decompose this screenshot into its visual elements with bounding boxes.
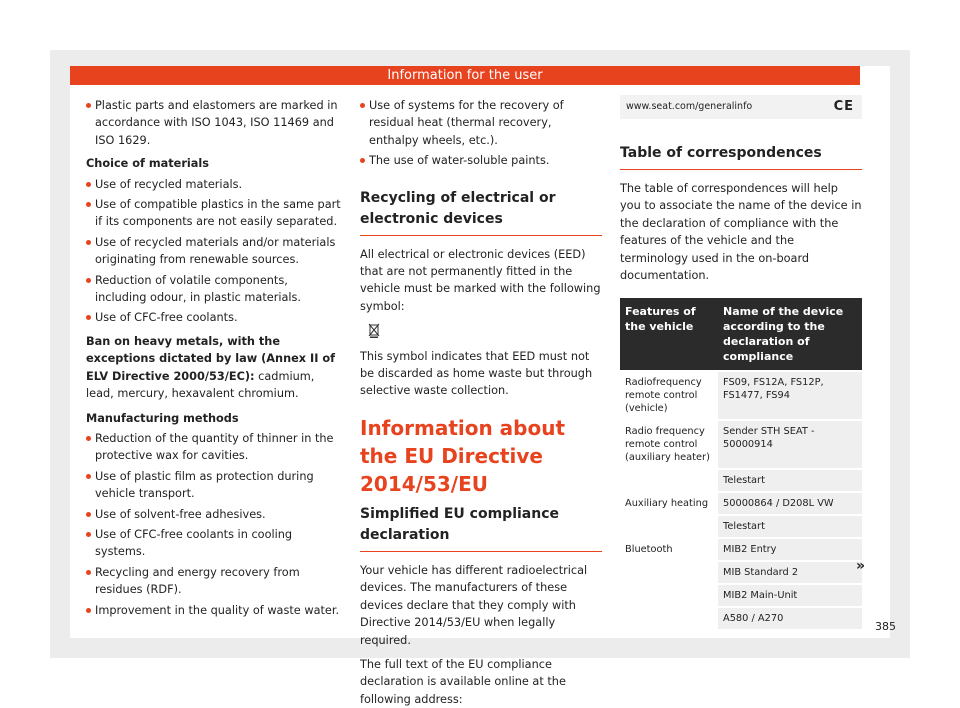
list-item: Plastic parts and elastomers are marked in accordance with ISO 1043, ISO 11469 and ISO 1629. [86, 97, 342, 149]
table-cell-feature [620, 585, 718, 606]
table-cell-feature [620, 608, 718, 629]
ban-paragraph [86, 333, 342, 403]
table-row [620, 470, 862, 491]
list-item: Reduction of the quantity of thinner in the protective wax for cavities. [86, 430, 342, 465]
table-row [620, 372, 862, 419]
column-1 [86, 97, 342, 622]
choice-heading: Choice of materials [86, 157, 209, 171]
table-row [620, 539, 862, 560]
recycling-text: All electrical or electronic devices (EED) that are not permanently fitted in the vehicle must be marked with the following symbol: [360, 247, 601, 313]
mfg-bullets [86, 430, 342, 619]
table-cell-device: A580 / A270 [718, 608, 862, 629]
table-intro: The table of correspondences will help you to associate the name of the device in the declaration of compliance with the features of the vehicle and the terminology used in the on-board documentation. [620, 182, 862, 283]
list-item: Improvement in the quality of waste water. [86, 602, 342, 619]
ban-heading: Ban on heavy metals, with the exceptions dictated by law (Annex II of ELV Directive 2000/53/EC): [86, 334, 336, 383]
table-cell-device: MIB Standard 2 [718, 562, 862, 583]
table-cell-device: FS09, FS12A, FS12P, FS1477, FS94 [718, 372, 862, 419]
simplified-text-1: Your vehicle has different radioelectrical devices. The manufacturers of these devices declare that they comply with Directive 2014/53/EU when legally required. [360, 563, 588, 647]
list-item: The use of water-soluble paints. [360, 152, 602, 169]
table-cell-feature: Radio frequency remote control (auxiliary heater) [620, 421, 718, 468]
table-row [620, 516, 862, 537]
table-cell-device: Telestart [718, 470, 862, 491]
table-row [620, 562, 862, 583]
table-cell-feature: Radiofrequency remote control (vehicle) [620, 372, 718, 419]
list-item: Use of recycled materials and/or materials originating from renewable sources. [86, 234, 342, 269]
table-cell-feature [620, 516, 718, 537]
ban-text: cadmium, lead, mercury, hexavalent chromium. [86, 369, 315, 401]
table-cell-device: MIB2 Main-Unit [718, 585, 862, 606]
list-item: Reduction of volatile components, including odour, in plastic materials. [86, 272, 342, 307]
recovery-bullets [360, 97, 602, 170]
table-cell-device: 50000864 / D208L VW [718, 493, 862, 514]
list-item: Use of plastic film as protection during vehicle transport. [86, 468, 342, 503]
symbol-text: This symbol indicates that EED must not be discarded as home waste but through selective waste collection. [360, 349, 593, 398]
table-cell-feature [620, 562, 718, 583]
table-cell-device: Sender STH SEAT - 50000914 [718, 421, 862, 468]
table-cell-device: Telestart [718, 516, 862, 537]
table-cell-feature: Bluetooth [620, 539, 718, 560]
table-row [620, 493, 862, 514]
simplified-heading: Simplified EU compliance declaration [360, 504, 602, 552]
list-item: Use of compatible plastics in the same part if its components are not easily separated. [86, 196, 342, 231]
table-row [620, 421, 862, 468]
table-header-features: Features of the vehicle [620, 298, 718, 370]
table-cell-feature [620, 470, 718, 491]
simplified-text-2: The full text of the EU compliance declaration is available online at the following address: [360, 657, 566, 706]
declaration-url[interactable]: www.seat.com/generalinfo [626, 101, 753, 112]
table-row [620, 585, 862, 606]
recycling-heading: Recycling of electrical or electronic devices [360, 188, 602, 236]
ce-mark-icon: CE [833, 99, 854, 114]
intro-bullets [86, 97, 342, 149]
list-item: Use of CFC-free coolants. [86, 309, 342, 326]
crossed-bin-icon [368, 322, 602, 341]
page-header: Information for the user [70, 66, 860, 85]
list-item: Recycling and energy recovery from residues (RDF). [86, 564, 342, 599]
table-cell-feature: Auxiliary heating [620, 493, 718, 514]
list-item: Use of CFC-free coolants in cooling systems. [86, 526, 342, 561]
list-item: Use of solvent-free adhesives. [86, 506, 342, 523]
eu-heading: Information about the EU Directive 2014/53/EU [360, 415, 566, 496]
url-box [620, 95, 862, 119]
list-item: Use of systems for the recovery of residual heat (thermal recovery, enthalpy wheels, etc.). [360, 97, 602, 149]
page-number: 385 [875, 620, 896, 633]
choice-bullets [86, 176, 342, 327]
mfg-heading: Manufacturing methods [86, 411, 239, 425]
table-row [620, 608, 862, 629]
table-heading: Table of correspondences [620, 143, 862, 170]
column-3 [620, 97, 862, 631]
table-header-row [620, 298, 862, 370]
list-item: Use of recycled materials. [86, 176, 342, 193]
correspondence-table [620, 296, 862, 631]
continue-icon: » [856, 558, 866, 574]
column-2 [360, 97, 602, 708]
table-cell-device: MIB2 Entry [718, 539, 862, 560]
table-header-device-name: Name of the device according to the declaration of compliance [718, 298, 862, 370]
